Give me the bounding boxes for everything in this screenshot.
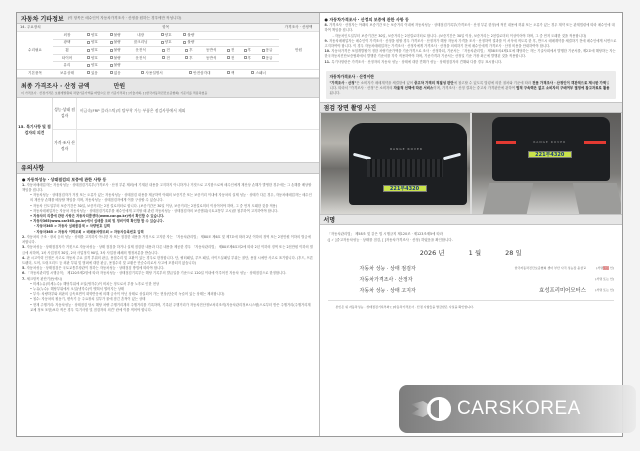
notice-item: • 침수: 자동차의 원동기, 변속기 등 주요장치 일부가 물에 잠긴 흔적이 있는 상태 [30, 297, 146, 302]
item-name: 외장 [53, 32, 81, 40]
signature-field[interactable]: (서명또는 인) [596, 266, 614, 271]
receipt-confirmation: 본인은 위 자동차성능 · 상태점검기록부와 [ ]자동차가격조사 · 산정 사항들을 발급받은 사실을 확인합니다. [328, 300, 615, 313]
notice-item: • 부식: 차량하부와 외판의 금속표면이 화학반응에 의해 금속이 아닌 상태로 상실되어 가는 현상(단순히 녹슬어 있는 상태는 제외합니다) [30, 292, 225, 297]
header-col3: 가격조사 · 산정액 [279, 24, 319, 32]
notice-item: • 자동차의 리콜에 관한 사항은 자동차리콜센터(www.car.go.kr)에서 확인할 수 있습니다. [30, 214, 165, 219]
checkbox-option[interactable]: 있음 [81, 70, 104, 78]
right-column [320, 13, 623, 436]
inspection-photos [320, 113, 623, 214]
table-header-row [17, 24, 319, 32]
signer-row-notifier [328, 285, 615, 296]
checkbox-option[interactable]: 불량 [177, 32, 200, 40]
notice-body [17, 174, 319, 316]
photos-title: 점검 장면 촬영 사진 [323, 104, 377, 112]
section-title: 자동차 기타정보 [21, 15, 64, 23]
price-value: 만원 [279, 32, 319, 70]
row-label: 가격·조사 산정자 [53, 130, 77, 162]
section-header-other-info [17, 13, 319, 24]
signer-role: 자동차 성능 · 상태 점검자 [359, 265, 416, 272]
notice-item: 6. 「자동차관리법 시행규칙」 제120조제2항에 따라 자동차성능 · 상태점검기록부는 해당 기록부의 발급일을 기준으로 120일 이내에 이루어진 자동차 성능 · 상태점검으로 한정합니다. [22, 271, 287, 276]
major-devices-table [17, 24, 319, 78]
checkbox-option[interactable]: 안전삼각대 [177, 70, 222, 78]
row-value [77, 130, 319, 162]
notice-item: • 자동차매매업자는 자동차 자동차성능 · 상태점검기록부를 매수인에게 고지할 때 관련 자동차성능 · 상태점검자의 보증범위(국토교통부 고시)를 첨부하여 고지하여야 합니다. [30, 208, 279, 213]
appraisal-info-title: 자동차가격조사 · 산정이란 [329, 73, 374, 79]
final-price-section [17, 78, 319, 98]
guarantee-item: - 자동차인도일부터 보증기간은 30일, 보증거리는 2천킬로미터로 합니다. (보증기간은 30일 이상, 보증거리는 2천킬로미터 이상이어야 하며, 그 중 먼저 도래한 것을 적용합니다) [332, 33, 587, 38]
checkbox-option[interactable]: 불량 [104, 39, 127, 47]
date-month: 1 월 [468, 248, 482, 257]
carskorea-watermark [399, 385, 636, 433]
notice-item: • 미세누유(미세누수): 해당부위에 오일(냉각수)이 비치는 정도로서 부품 노후로 인한 현상 [30, 281, 160, 286]
item-name: 타이어 [53, 54, 81, 62]
left-column [17, 13, 320, 436]
guarantee-item: 9. 자동차매매업자는 매수인이 가격조사 · 산정을 원할 경우 가격조사 · 산정자가 해당 자동차 가격을 조사 · 산정하여 결과를 이 서식에 적도록 한 후, 반드시 매매계약을 체결하기 전에 매수인에게 서면으로 고지하여야 합니다. 이 경우 자동차매매업자는 가격조사 · 산정자에게 가격조사 · 산정을 의뢰하기 전에 매수인에게 가격조사 · 산정 비용을 안내하여야 합니다. [324, 38, 617, 49]
photos-header [320, 102, 623, 113]
notice-item: • 누유(누수): 해당부위에서 오일(냉각수)이 맺혀서 떨어지는 상태 [30, 286, 125, 291]
notice-item: • 자동차 인도일부터 보증기간은 30일, 보증거리는 2천 킬로미터로 합니다. (보증기간은 30일 이상, 보증거리는 2천킬로미터 이상이어야 하며, 그 중 먼저 도래한 것을 적용) [30, 203, 278, 208]
table-row [17, 47, 319, 55]
notice-item: - 자동차365 > 자동차 실매물검색 > 차량번호 입력 [34, 224, 110, 229]
item-name: 동반석 [200, 47, 222, 55]
notice-item: 2. 자동차의 구조 · 장치 등의 성능 · 상태를 고지하지 아니한 자 또는 점검한 내용을 거짓으로 고지한 자는 「자동차관리법」 제80조 제6호 및 제7호에 따라 2년 이하의 징역 또는 2천만원 이하의 벌금에 처합니다. [22, 234, 311, 245]
checkbox-option[interactable]: 양호 [81, 47, 104, 55]
checkbox-option[interactable]: 양호 [81, 54, 104, 62]
signer-role: 자동차 성능 · 상태 고지자 [359, 287, 416, 294]
notice-item: 4. 판 시고이력 인정은 사고로 자동차 주요 골격 부위의 판금, 용접수리 및 교환이 있는 경우로 한정합니다. 단, 쿼터패널, 루프 패널, 사이드실패널 부위는 절단, 용접 시에만 사고로 표기합니다. (후드, 프론트펜더, 도어, 트렁크리드 등 외판 부위 및 범퍼에 대한 판금, 용접수리 및 교환은 단순수리로서 사고에 포함되지 않습니다) [22, 255, 313, 265]
item-name: 운전석 [127, 47, 155, 55]
checkbox-option[interactable]: 양호 [155, 32, 178, 40]
checkbox-option[interactable]: 응급 [256, 47, 279, 55]
item-name: 보유상태 [53, 70, 81, 78]
signature-date [328, 248, 615, 257]
guarantee-item: 8. 가격조사 · 산정자는 아래의 보증기간 또는 보증거리 이내에 자동차성능 · 상태점검기록부(가격조사 · 산정 부분 한정)에 적힌 내용에 허위 또는 오류가 있는 경우 계약 또는 관계법령에 따라 매수인에 대하여 책임을 집니다. [324, 23, 615, 33]
signature-header [320, 214, 623, 225]
checkbox-option[interactable]: 잭 [222, 70, 239, 78]
car-rear [492, 117, 610, 181]
checkbox-option[interactable]: 응급 [256, 54, 279, 62]
signer-name: 한국자동차진단보증협회 센터 부산 사직 성능장 윤삼교 [514, 266, 586, 271]
guarantee-item: 10. 자동차가격은 보험개발원이 정한 차량기준가액을 기준가격으로 조사 · 산정하되, 기준서는 「자동차관리법」 제58조의4제1호에 해당하는 자는 기술사회에서 발행한 기준서를, 제2호에 해당하는 자는 한국자동차진단보증협회에서 발행한 기준서를 각각 적용하여야 하며, 기준가격과 기준서는 산정일 기준 가장 최근에 발행된 것을 적용합니다. [324, 49, 616, 59]
appraisal-info-text: "가격조사 · 산정"은 소비자가 매매계약을 체결함에 있어 중고차 가격의 적절성 판단에 참고할 수 있도록 법령에 의한 절차와 기준에 따라 전문 가격조사 · 산정인이 객관적으로 제시한 가액입니다. 따라서 "가격조사 · 산정"은 소비자의 자율적 선택에 따른 서비스이며, 가격조사 · 산정 결과는 중고차 가격판단에 관하여 법적 구속력은 없고 소비자의 구매여부 결정에 참고자료로 활용됩니다. [329, 80, 610, 95]
signature-title: 서명 [323, 216, 336, 224]
checkbox-option[interactable]: 후 [177, 54, 200, 62]
row-label: 성능·상태 점검자 [53, 98, 77, 130]
header-col1: 14. 주요장치 [17, 24, 53, 32]
law-line-1: 「자동차관리법」 제58조 및 같은 법 시행규칙 제120조 · 제123조제5에 따라 [327, 231, 444, 236]
final-price-value: 만원 [113, 82, 126, 90]
checkbox-option[interactable]: 양호 [81, 62, 104, 70]
signer-row-appraiser [328, 274, 615, 285]
license-plate-front: 221부4320 [383, 185, 427, 192]
checkbox-option[interactable]: 양호 [81, 32, 104, 40]
checkbox-option[interactable]: 후 [177, 47, 200, 55]
item-name: 운전석 [127, 54, 155, 62]
section-note: (이 항목은 매수인이 자동차가격조사 · 산정을 원하는 경우에만 작성니다) [67, 15, 182, 20]
table-row [17, 62, 319, 70]
special-notes-label: 15. 특기사항 및 점검자의 의견 [17, 98, 53, 162]
car-badge: RANGE ROVER [390, 146, 423, 151]
guarantee-heading: ● 자동차가격조사 · 산정의 보증에 관한 사항 등 [324, 17, 409, 22]
checkbox-option[interactable]: 전 [155, 47, 178, 55]
photo-front-view[interactable] [321, 113, 470, 214]
signature-field[interactable]: (서명 또는 인) [595, 277, 614, 282]
notice-item: • 현재 주행거리: 자동차성능 · 상태점검 당시 해당 차량 주행거리계의 주행거리를 기록하며, 기록된 주행거리가 자동차전산정보처리조직(자동차관리정보시스템)으로부터 받은 주행거리(주행거리계 교체 정보 포함)보다 적은 경우 '특기사항 및 점검자의 의견' 란에 이를 적어야 합니다. [30, 302, 311, 312]
checkbox-option[interactable]: 불량 [104, 47, 127, 55]
table-row [17, 39, 319, 47]
checkbox-option[interactable]: 불량 [104, 54, 127, 62]
checkbox-option[interactable]: 전 [222, 54, 239, 62]
checkbox-option[interactable]: 불량 [177, 39, 200, 47]
notice-header [17, 163, 319, 174]
date-year: 2026 년 [419, 248, 445, 257]
guarantee-section [320, 13, 623, 68]
table-row-basic [17, 70, 319, 78]
checkbox-option[interactable]: 전 [155, 54, 178, 62]
law-line-2: ([ ✓ ]중고자동차성능 · 상태를 점검, [ ]자동차가격조사 · 산정) 하였음을 확인합니다. [327, 237, 453, 242]
group-label: 수리필요 [17, 32, 53, 70]
inspection-document [16, 12, 623, 437]
signer-role: 자동차가격조사 · 산정자 [359, 276, 413, 283]
table-row [17, 32, 319, 40]
checkbox-option[interactable]: 없음 [104, 70, 127, 78]
notice-heading: ● 자동차성능 · 상태점검의 보증에 관한 사항 등 [22, 176, 107, 182]
notice-item: - 자동차365 > 자동차 이력조회 > 매매용차량조회 > 자동차등록번호 입력 [34, 229, 144, 234]
checkbox-option[interactable]: 양호 [81, 39, 104, 47]
notice-item: • 자동차365(www.car365.go.kr)에서 실매물 조회 및 정비이력 확인할 할 수 있습니다. [30, 219, 164, 224]
checkbox-option[interactable]: 불량 [104, 32, 127, 40]
checkbox-option[interactable]: 불량 [104, 62, 127, 70]
notice-item: 5. 자동차성능 · 상태점검은 국토교통부장관이 정하는 자동차성능 · 상태점검 방법에 따라야 합니다. [22, 266, 165, 271]
final-price-note: 이 가격조사 · 산정가격은 보험개발원의 차량기준가액을 바탕으로 한 기준가격과 [ ]기술사회, [ ]한국자동차진단보증협회) 기준서를 적용하였음 [21, 90, 208, 95]
car-badge: RANGE ROVER [533, 139, 567, 144]
signature-field[interactable]: (서명 또는 인) [595, 288, 614, 293]
item-name: 내장 [127, 32, 155, 40]
item-name: 광택 [53, 39, 81, 47]
notice-item: 3. 자동차성능 · 상태점검자가 거짓으로 자동차성능 · 상태 점검을 하거나 실제 점검한 내용과 다른 내용을 제공한 경우 「자동차관리법」 제80조제6호의2에 따라 2년 이하의 징역 또는 2천만원 이하의 벌금에 처하며, 1차 사업정지 30일, 2차 사업정지 90일, 3차 사업장 폐쇄의 행정처분을 받습니다. [22, 245, 313, 255]
row-value: 비금속(FRP 플라스틱)의 탈부착 가능 부품은 점검사항에서 제외 [80, 107, 186, 113]
license-plate-rear: 221부4320 [528, 151, 572, 158]
special-notes-section [17, 98, 319, 163]
item-name: 유리 [53, 62, 81, 70]
steering-wheel-logo-icon [427, 397, 451, 421]
guarantee-item: 11. 특기사항란은 가격조사 · 산정자의 자동차 성능 · 상태에 대한 견해가 성능 · 상태점검자의 견해와 다를 경우 표시합니다. [324, 59, 503, 64]
notice-item: • 자동차성능 · 상태점검자가 거짓 또는 오류가 있는 자동차성능 · 상태점검 내용을 제공하여 아래의 보증기간 또는 보증거리 이내에 자동차의 실제 성능 · 상태가 다른 경우, 자동차매매업자는 매수인의 재산상 손해를 배상할 책임을 지며, 자동차성능 · 상태점검자에게 이를 구상할 수 있습니다. [30, 193, 312, 203]
notice-item: 1. 자동차매매업자는 자동차성능 · 상태점검기록부(가격조사 · 산정 부분 제외)에 기재된 내용을 고지하지 아니하거나 거짓으로 고지함으로써 매수인에게 재산상 손해가 발생한 경우에는 그 손해를 배상할 책임을 집니다. [22, 182, 312, 193]
signer-row-inspector [328, 263, 615, 274]
item-name: 동반석 [200, 54, 222, 62]
checkbox-option[interactable]: 스패너 [239, 70, 279, 78]
photo-rear-view[interactable] [472, 113, 621, 214]
table-row [17, 54, 319, 62]
appraisal-info-box [326, 71, 617, 99]
basic-items-label: 기본품목 [17, 70, 53, 78]
header-col2: 항목 [53, 24, 279, 32]
final-price-title: 최종 가격조사 · 산정 금액 [21, 82, 90, 90]
checkbox-option[interactable]: 양호 [155, 39, 178, 47]
special-row-inspector [53, 98, 319, 131]
checkbox-option[interactable]: 전 [222, 47, 239, 55]
brand-name: CARSKOREA [457, 398, 581, 419]
notice-item: 7. 체크항목 판단기준(예시) [22, 276, 63, 281]
item-name: 룸크리닝 [127, 39, 155, 47]
checkbox-option[interactable]: 후 [239, 47, 256, 55]
item-name: 휠 [53, 47, 81, 55]
special-row-appraiser [53, 130, 319, 162]
checkbox-option[interactable]: 후 [239, 54, 256, 62]
notice-title: 유의사항 [21, 165, 45, 173]
checkbox-option[interactable]: 사용설명서 [127, 70, 178, 78]
signature-section [320, 225, 623, 319]
date-day: 28 일 [505, 248, 522, 257]
signer-name: 효성프리미어모터스 [539, 288, 586, 295]
